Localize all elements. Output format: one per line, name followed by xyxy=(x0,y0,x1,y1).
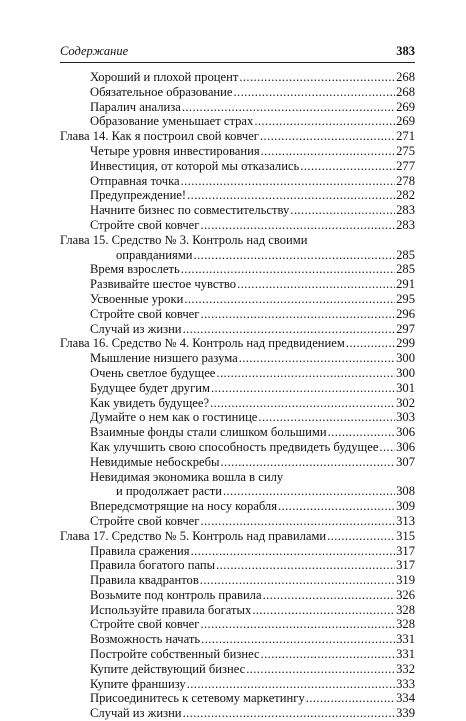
dot-leader xyxy=(191,544,396,559)
toc-entry-page: 295 xyxy=(396,291,415,306)
running-header xyxy=(60,44,415,63)
toc-chapter-entry xyxy=(60,336,415,351)
toc-entry-title: Глава 17. Средство № 5. Контроль над правилами xyxy=(60,528,327,543)
toc-entry-title: Начните бизнес по совместительству xyxy=(90,203,290,218)
toc-entry-page: 319 xyxy=(396,573,415,588)
toc-entry xyxy=(60,203,415,218)
toc-entry-title: Время взрослеть xyxy=(90,262,180,277)
toc-entry xyxy=(60,114,415,129)
toc-entry-title: Будущее будет другим xyxy=(90,380,210,395)
dot-leader xyxy=(187,188,395,203)
toc-entry-title: Как увидеть будущее? xyxy=(90,395,210,410)
toc-entry-title: Стройте свой ковчег xyxy=(90,513,200,528)
toc-entry xyxy=(60,603,415,618)
toc-entry xyxy=(60,455,415,470)
dot-leader xyxy=(252,603,395,618)
dot-leader xyxy=(327,529,395,544)
toc-entry-title: Случай из жизни xyxy=(90,321,182,336)
toc-entry-title: Образование уменьшает страх xyxy=(90,114,254,129)
dot-leader xyxy=(183,322,396,337)
toc-entry-title: Инвестиция, от которой мы отказались xyxy=(90,158,300,173)
dot-leader xyxy=(328,425,395,440)
dot-leader xyxy=(181,262,395,277)
toc-entry-page: 333 xyxy=(396,676,415,691)
toc-entry-page: 339 xyxy=(396,706,415,721)
toc-entry-title: Глава 14. Как я построил свой ковчег xyxy=(60,129,259,144)
toc-entry-page: 269 xyxy=(396,99,415,114)
toc-entry-title: Глава 15. Средство № 3. Контроль над своими xyxy=(60,232,308,247)
toc-entry xyxy=(60,440,415,455)
toc-entry-title: Обязательное образование xyxy=(90,84,233,99)
toc-entry-page: 315 xyxy=(396,528,415,543)
dot-leader xyxy=(261,144,395,159)
dot-leader xyxy=(260,129,395,144)
toc-entry-page: 269 xyxy=(396,114,415,129)
page-number: 383 xyxy=(396,44,415,58)
toc-entry xyxy=(60,470,415,485)
toc-entry-page: 332 xyxy=(396,661,415,676)
toc-entry xyxy=(60,514,415,529)
toc-entry-page: 326 xyxy=(396,587,415,602)
toc-entry xyxy=(60,85,415,100)
dot-leader xyxy=(187,677,395,692)
toc-entry-page: 317 xyxy=(396,558,415,573)
toc-entry-title: оправданиями xyxy=(116,247,193,262)
toc-entry-title: Постройте собственный бизнес xyxy=(90,647,260,662)
toc-entry xyxy=(60,499,415,514)
toc-entry-title: Возможность начать xyxy=(90,632,201,647)
toc-entry-page: 334 xyxy=(396,691,415,706)
toc-entry-title: Четыре уровня инвестирования xyxy=(90,143,260,158)
toc-entry-title: Впередсмотрящие на носу корабля xyxy=(90,499,277,514)
toc-entry-page: 308 xyxy=(396,484,415,499)
toc-entry-page: 328 xyxy=(396,602,415,617)
toc-entry xyxy=(60,218,415,233)
toc-chapter-entry xyxy=(60,129,415,144)
toc-entry-title: Паралич анализа xyxy=(90,99,181,114)
dot-leader xyxy=(200,218,395,233)
toc-entry-title: Возьмите под контроль правила xyxy=(90,587,262,602)
toc-entry-title: Невидимые небоскребы xyxy=(90,454,220,469)
toc-entry-page: 268 xyxy=(396,70,415,84)
toc-entry xyxy=(60,366,415,381)
toc-entry-page: 307 xyxy=(396,454,415,469)
dot-leader xyxy=(246,662,395,677)
toc-entry-title: Хороший и плохой процент xyxy=(90,70,239,84)
toc-entry xyxy=(60,159,415,174)
toc-entry-title: Случай из жизни xyxy=(90,706,182,721)
toc-entry-page: 277 xyxy=(396,158,415,173)
toc-entry-page: 268 xyxy=(396,84,415,99)
toc-entry-title: Правила богатого папы xyxy=(90,558,216,573)
toc-entry-title: Предупреждение! xyxy=(90,188,187,203)
toc-entry-title: Купите действующий бизнес xyxy=(90,661,246,676)
dot-leader xyxy=(200,573,395,588)
toc-entry xyxy=(60,484,415,499)
toc-entry xyxy=(60,100,415,115)
toc-entry xyxy=(60,573,415,588)
toc-entry xyxy=(60,381,415,396)
toc-entry xyxy=(60,544,415,559)
toc-entry-page: 306 xyxy=(396,425,415,440)
toc-entry-page: 299 xyxy=(396,336,415,351)
toc-entry-title: Мышление низшего разума xyxy=(90,351,238,366)
toc-entry xyxy=(60,322,415,337)
toc-entry-page: 331 xyxy=(396,632,415,647)
toc-entry xyxy=(60,617,415,632)
dot-leader xyxy=(261,647,396,662)
toc-entry-page: 302 xyxy=(396,395,415,410)
toc-chapter-entry xyxy=(60,529,415,544)
toc-entry-title: Очень светлое будущее xyxy=(90,365,216,380)
toc-entry xyxy=(60,425,415,440)
toc-entry-title: Стройте свой ковчег xyxy=(90,217,200,232)
toc-entry-title: Используйте правила богатых xyxy=(90,602,252,617)
dot-leader xyxy=(182,100,395,115)
toc-entry-page: 297 xyxy=(396,321,415,336)
dot-leader xyxy=(194,248,396,263)
toc-entry-page: 301 xyxy=(396,380,415,395)
toc-entry-page: 296 xyxy=(396,306,415,321)
toc-entry-page: 285 xyxy=(396,262,415,277)
toc-entry xyxy=(60,351,415,366)
toc-entry-title: и продолжает расти xyxy=(116,484,222,499)
toc-entry-page: 283 xyxy=(396,203,415,218)
toc-entry-page: 300 xyxy=(396,365,415,380)
dot-leader xyxy=(346,336,395,351)
dot-leader xyxy=(237,277,395,292)
toc-entry xyxy=(60,588,415,603)
toc-entry xyxy=(60,396,415,411)
dot-leader xyxy=(379,440,395,455)
dot-leader xyxy=(210,396,395,411)
dot-leader xyxy=(290,203,395,218)
toc-entry-title: Невидимая экономика вошла в силу xyxy=(90,469,284,484)
dot-leader xyxy=(258,410,395,425)
toc-entry-page: 278 xyxy=(396,173,415,188)
toc-entry-page: 291 xyxy=(396,277,415,292)
dot-leader xyxy=(201,632,395,647)
section-title: Содержание xyxy=(60,44,129,58)
toc-entry xyxy=(60,691,415,706)
dot-leader xyxy=(200,617,395,632)
dot-leader xyxy=(300,159,395,174)
toc-entry-page: 282 xyxy=(396,188,415,203)
toc-entry xyxy=(60,632,415,647)
dot-leader xyxy=(263,588,396,603)
toc-entry-title: Правила квадрантов xyxy=(90,573,199,588)
toc-entry xyxy=(60,410,415,425)
dot-leader xyxy=(211,381,395,396)
toc-chapter-entry xyxy=(60,233,415,248)
toc-entry-page: 306 xyxy=(396,439,415,454)
toc-entry-title: Развивайте шестое чувство xyxy=(90,277,237,292)
toc-entry xyxy=(60,144,415,159)
dot-leader xyxy=(223,484,395,499)
dot-leader xyxy=(216,558,395,573)
toc-entry xyxy=(60,248,415,263)
toc-entry xyxy=(60,70,415,85)
toc-entry xyxy=(60,647,415,662)
dot-leader xyxy=(216,366,395,381)
toc-entry xyxy=(60,706,415,721)
dot-leader xyxy=(183,706,396,721)
toc-entry-title: Стройте свой ковчег xyxy=(90,306,200,321)
dot-leader xyxy=(200,514,395,529)
toc-entry-title: Взаимные фонды стали слишком большими xyxy=(90,425,327,440)
table-of-contents xyxy=(60,70,415,721)
toc-entry-title: Стройте свой ковчег xyxy=(90,617,200,632)
toc-entry xyxy=(60,662,415,677)
toc-entry-page: 300 xyxy=(396,351,415,366)
toc-entry xyxy=(60,558,415,573)
dot-leader xyxy=(200,307,395,322)
toc-entry-page: 271 xyxy=(396,129,415,144)
toc-entry xyxy=(60,677,415,692)
dot-leader xyxy=(278,499,395,514)
toc-entry-page: 313 xyxy=(396,513,415,528)
toc-entry xyxy=(60,188,415,203)
toc-entry-title: Как улучшить свою способность предвидеть будущее xyxy=(90,439,379,454)
toc-entry-page: 309 xyxy=(396,499,415,514)
toc-entry-title: Глава 16. Средство № 4. Контроль над предвидением xyxy=(60,336,345,351)
toc-entry-page: 303 xyxy=(396,410,415,425)
toc-entry-title: Присоединитесь к сетевому маркетингу xyxy=(90,691,305,706)
dot-leader xyxy=(306,691,395,706)
toc-entry-title: Думайте о нем как о гостинице xyxy=(90,410,258,425)
dot-leader xyxy=(239,351,395,366)
dot-leader xyxy=(221,455,396,470)
toc-entry-title: Усвоенные уроки xyxy=(90,291,184,306)
dot-leader xyxy=(254,114,395,129)
toc-entry-page: 317 xyxy=(396,543,415,558)
dot-leader xyxy=(234,85,396,100)
toc-entry xyxy=(60,262,415,277)
toc-entry-page: 283 xyxy=(396,217,415,232)
dot-leader xyxy=(239,70,395,85)
toc-entry xyxy=(60,174,415,189)
toc-entry-page: 285 xyxy=(396,247,415,262)
toc-entry xyxy=(60,292,415,307)
toc-entry-title: Купите франшизу xyxy=(90,676,186,691)
toc-entry-title: Правила сражения xyxy=(90,543,190,558)
toc-entry-title: Отправная точка xyxy=(90,173,180,188)
dot-leader xyxy=(181,174,396,189)
toc-entry-page: 275 xyxy=(396,143,415,158)
toc-entry xyxy=(60,307,415,322)
toc-entry-page: 328 xyxy=(396,617,415,632)
dot-leader xyxy=(184,292,395,307)
toc-entry-page: 331 xyxy=(396,647,415,662)
toc-entry xyxy=(60,277,415,292)
